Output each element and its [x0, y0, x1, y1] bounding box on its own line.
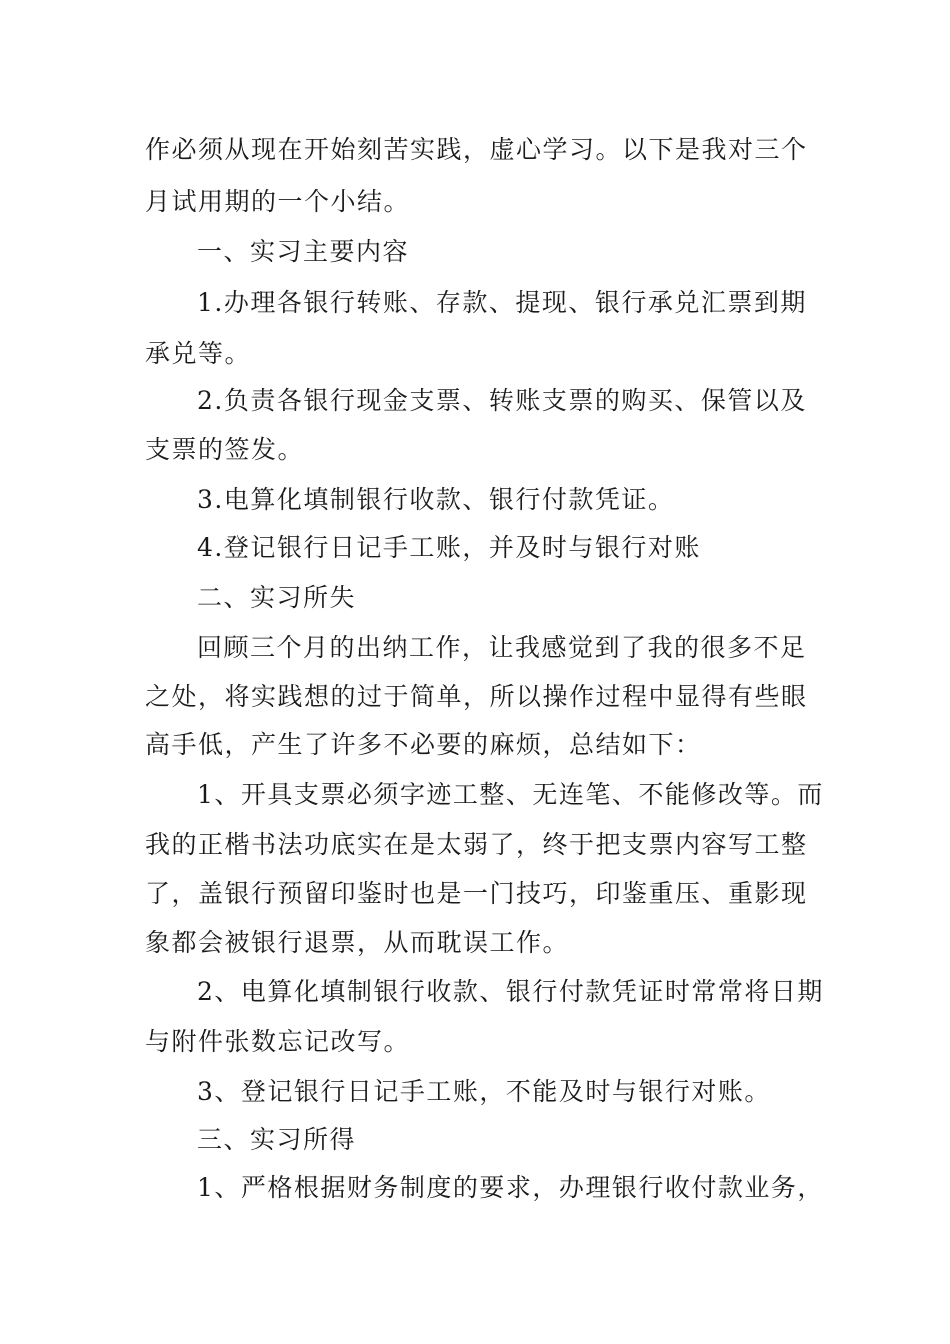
- text-line: 了，盖银行预留印鉴时也是一门技巧，印鉴重压、重影现: [145, 879, 808, 908]
- text-line: 象都会被银行退票，从而耽误工作。: [145, 928, 570, 957]
- text-line: 之处，将实践想的过于简单，所以操作过程中显得有些眼: [145, 682, 808, 711]
- text-line: 1.办理各银行转账、存款、提现、银行承兑汇票到期: [197, 288, 807, 317]
- section-heading: 二、实习所失: [197, 583, 357, 612]
- text-line: 与附件张数忘记改写。: [145, 1027, 411, 1056]
- text-line: 月试用期的一个小结。: [145, 187, 411, 216]
- text-line: 回顾三个月的出纳工作，让我感觉到了我的很多不足: [197, 633, 807, 662]
- text-line: 我的正楷书法功底实在是太弱了，终于把支票内容写工整: [145, 830, 808, 859]
- text-line: 承兑等。: [145, 339, 252, 368]
- text-line: 3.电算化填制银行收款、银行付款凭证。: [197, 485, 675, 514]
- text-line: 1、严格根据财务制度的要求，办理银行收付款业务，: [197, 1173, 824, 1202]
- text-line: 4.登记银行日记手工账，并及时与银行对账: [197, 533, 701, 562]
- section-heading: 三、实习所得: [197, 1125, 357, 1154]
- text-line: 作必须从现在开始刻苦实践，虚心学习。以下是我对三个: [145, 135, 808, 164]
- text-line: 高手低，产生了许多不必要的麻烦，总结如下：: [145, 730, 702, 759]
- text-line: 2、电算化填制银行收款、银行付款凭证时常常将日期: [197, 977, 824, 1006]
- text-line: 2.负责各银行现金支票、转账支票的购买、保管以及: [197, 386, 807, 415]
- text-line: 支票的签发。: [145, 435, 305, 464]
- text-line: 3、登记银行日记手工账，不能及时与银行对账。: [197, 1077, 771, 1106]
- section-heading: 一、实习主要内容: [197, 237, 410, 266]
- text-line: 1、开具支票必须字迹工整、无连笔、不能修改等。而: [197, 780, 824, 809]
